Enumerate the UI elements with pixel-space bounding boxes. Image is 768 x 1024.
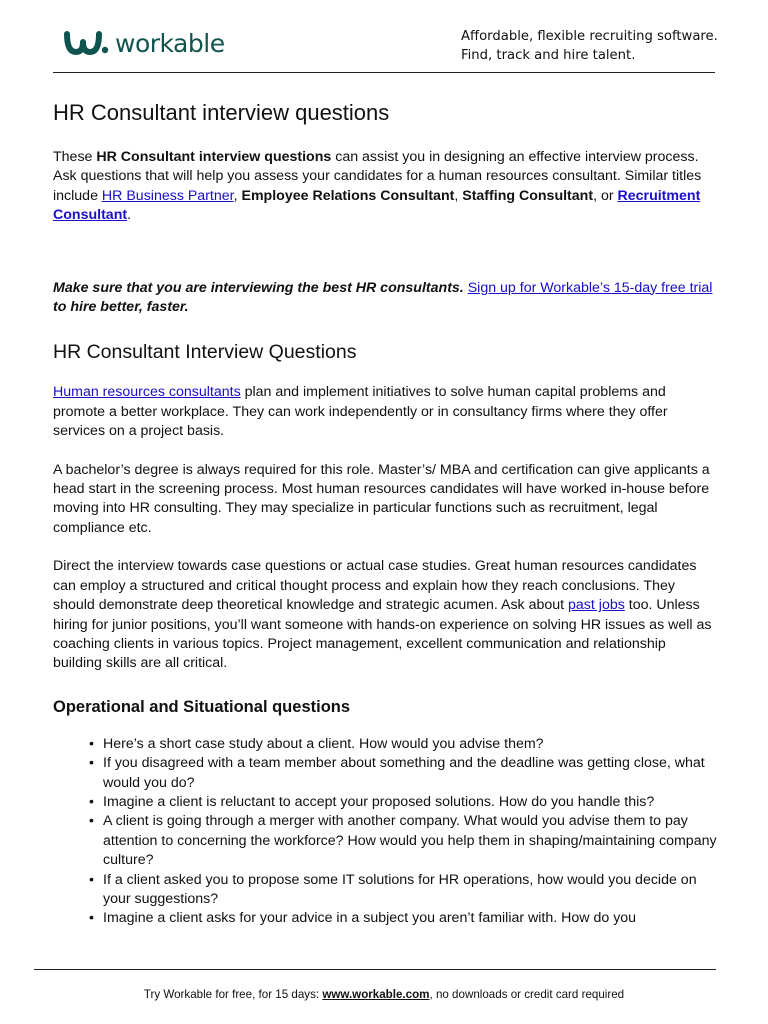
intro-bold-title: Employee Relations Consultant xyxy=(241,187,455,204)
hr-consultants-link[interactable]: Human resources consultants xyxy=(53,384,241,401)
para-consultants xyxy=(53,383,718,441)
page-title: HR Consultant interview questions xyxy=(53,100,390,125)
intro-text: , xyxy=(233,187,242,204)
para-interview xyxy=(53,557,718,673)
list-item: • Imagine a client asks for your advice in a subject you aren’t familiar with. How do you xyxy=(53,909,718,928)
intro-text: , xyxy=(454,187,463,204)
tagline-text-end: talent. xyxy=(588,48,636,63)
para-text: too. Unless hiring for junior positions, you’ll want someone with hands-on experience on solving HR issues as well as coaching clients in various topics. Project management, excellent communication and relationship building skills are all critical. xyxy=(53,597,712,672)
page-footer xyxy=(0,988,768,1001)
header-tagline xyxy=(461,27,718,65)
cta-paragraph xyxy=(53,279,718,318)
footer-divider xyxy=(34,969,716,970)
recruitment-consultant-link[interactable]: Recruitment Consultant xyxy=(53,187,701,224)
intro-text: . xyxy=(127,207,132,224)
workable-logo[interactable] xyxy=(63,28,225,60)
section-title: HR Consultant Interview Questions xyxy=(53,341,357,364)
list-item: • Here’s a short case study about a client. How would you advise them? xyxy=(53,735,718,754)
footer-text: Try Workable for free, for 15 days: xyxy=(143,988,323,1001)
questions-list xyxy=(53,735,718,929)
workable-website-link[interactable]: www.workable.com xyxy=(322,988,430,1001)
tagline-text: Find, track and xyxy=(461,48,564,63)
list-item: • If you disagreed with a team member about something and the deadline was getting close, what would you do? xyxy=(53,754,718,793)
header-divider xyxy=(53,72,715,73)
list-item: • A client is going through a merger with another company. What would you advise them to pay attention to concerning the workforce? How would you help them in shaping/maintaining company culture? xyxy=(53,812,718,870)
intro-paragraph xyxy=(53,148,718,226)
cta-lead: Make sure that you are interviewing the best HR consultants. xyxy=(53,279,464,296)
subsection-title: Operational and Situational questions xyxy=(53,697,351,716)
past-jobs-link[interactable]: past jobs xyxy=(568,597,625,614)
workable-logo-icon xyxy=(63,28,109,60)
hr-business-partner-link[interactable]: HR Business Partner xyxy=(101,187,234,204)
intro-text: can assist you in designing an effective interview process. Ask questions that will help you assess your candidates for a human resources consultant. Similar titles include xyxy=(53,149,702,204)
list-item: • If a client asked you to propose some IT solutions for HR operations, how would you decide on your suggestions? xyxy=(53,871,718,910)
intro-bold-keyword: HR Consultant interview questions xyxy=(96,149,332,165)
article xyxy=(53,96,718,929)
list-item: • Imagine a client is reluctant to accept your proposed solutions. How do you handle this? xyxy=(53,793,718,812)
para-text: Direct the interview towards case questions or actual case studies. Great human resources candidates can employ a structured and critical thought process and explain how they reach conclusions. They should demonstrate deep theoretical knowledge and strategic acumen. Ask about xyxy=(53,558,697,614)
intro-text: These xyxy=(53,149,97,165)
intro-bold-title: Staffing Consultant xyxy=(462,187,594,204)
para-text: plan and implement initiatives to solve human capital problems and promote a better workplace. They can work independently or in consultancy firms where they offer services on a project basis. xyxy=(53,384,668,440)
footer-text-end: , no downloads or credit card required xyxy=(429,988,625,1001)
free-trial-link[interactable]: Sign up for Workable’s 15-day free trial xyxy=(467,279,713,296)
page-header xyxy=(0,0,768,74)
intro-text: , or xyxy=(593,187,618,204)
cta-tail: to hire better, faster. xyxy=(53,299,189,316)
logo-text: workable xyxy=(115,29,225,58)
tagline-line-2 xyxy=(461,46,718,65)
para-education: A bachelor’s degree is always required for this role. Master’s/ MBA and certification can give applicants a head start in the screening process. Most human resources candidates will have worked in-house before moving into HR consulting. They may specialize in particular functions such as recruitment, legal compliance etc. xyxy=(53,461,710,536)
tagline-line-1: Affordable, flexible recruiting software. xyxy=(461,29,718,44)
tagline-hire: hire xyxy=(563,48,589,63)
